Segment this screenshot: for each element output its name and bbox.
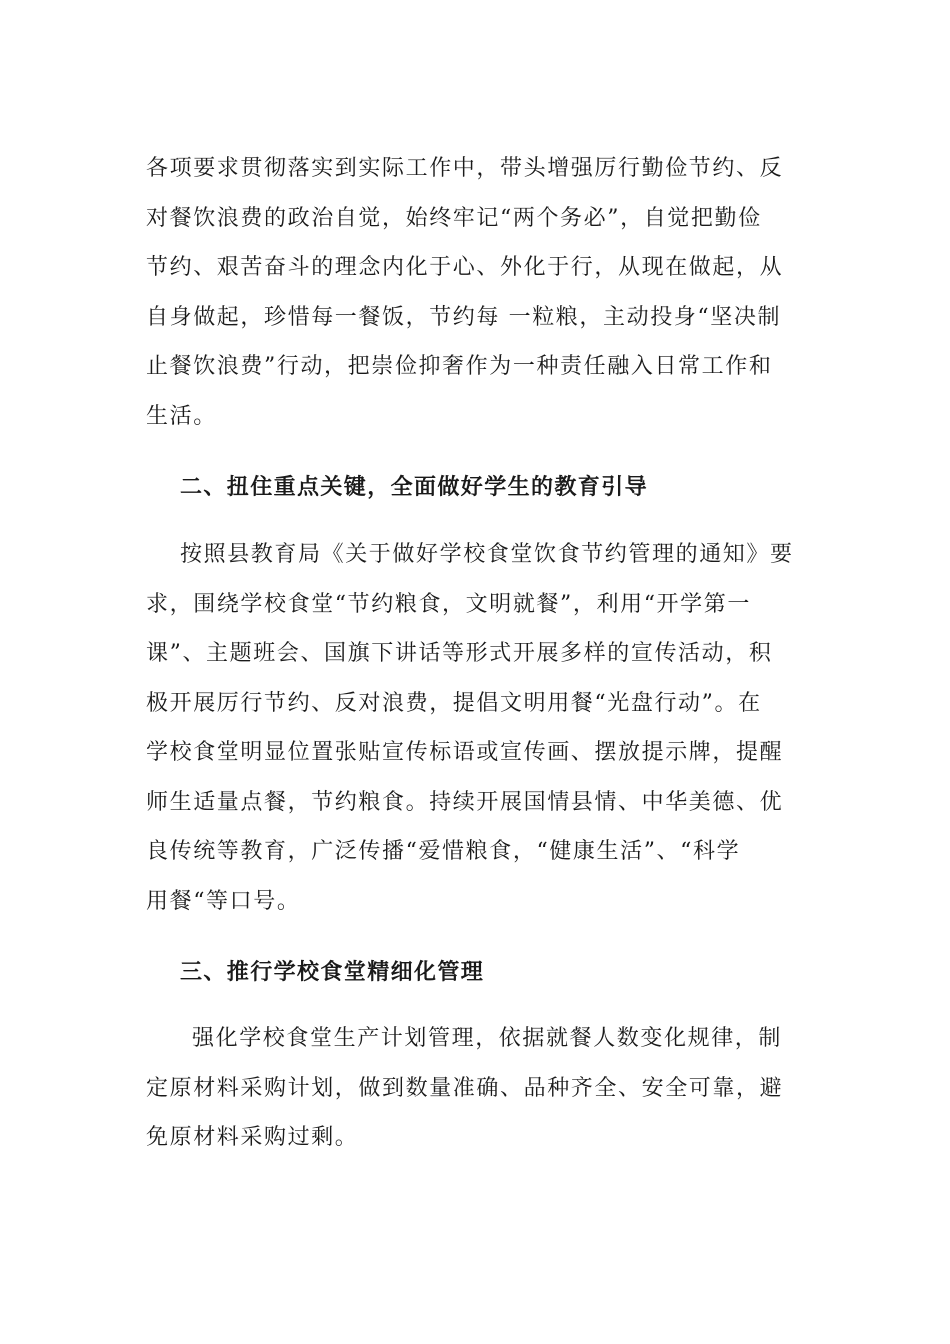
paragraph-line: 强化学校食堂生产计划管理，依据就餐人数变化规律，制 [192,1026,783,1051]
paragraph-3 [146,1014,806,1163]
paragraph-line: 求，围绕学校食堂“节约粮食，文明就餐”，利用“开学第一 [146,591,751,617]
paragraph-2 [146,530,806,926]
paragraph-1 [146,144,806,441]
paragraph-line: 良传统等教育，广泛传播“爱惜粮食，“健康生活”、“科学 [146,839,741,864]
paragraph-line: 极开展厉行节约、反对浪费，提倡文明用餐“光盘行动”。在 [146,690,762,716]
paragraph-line: 学校食堂明显位置张贴宣传标语或宣传画、摆放提示牌，提醒 [146,740,784,765]
paragraph-line: 用餐“等口号。 [146,888,301,914]
paragraph-line: 节约、艰苦奋斗的理念内化于心、外化于行，从现在做起，从 [146,255,784,280]
paragraph-line: 师生适量点餐，节约粮食。持续开展国情县情、中华美德、优 [146,789,784,815]
section-heading-2: 二、扭住重点关键，全面做好学生的教育引导 [180,475,649,500]
paragraph-line: 止餐饮浪费”行动，把崇俭抑奢作为一种责任融入日常工作和 [146,354,773,379]
paragraph-line: 各项要求贯彻落实到实际工作中，带头增强厉行勤俭节约、反 [146,156,784,181]
paragraph-line: 课”、主题班会、国旗下讲话等形式开展多样的宣传活动，积 [146,641,773,666]
paragraph-line: 免原材料采购过剩。 [146,1125,359,1150]
paragraph-line: 自身做起，珍惜每一餐饭，节约每 一粒粮，主动投身“坚决制 [146,304,782,330]
paragraph-line: 对餐饮浪费的政治自觉，始终牢记“两个务必”，自觉把勤俭 [146,205,762,231]
section-heading-3: 三、推行学校食堂精细化管理 [180,960,485,985]
paragraph-line: 定原材料采购计划，做到数量准确、品种齐全、安全可靠，避 [146,1075,784,1101]
paragraph-line: 按照县教育局《关于做好学校食堂饮食节约管理的通知》要 [180,542,794,567]
paragraph-line: 生活。 [146,403,217,429]
